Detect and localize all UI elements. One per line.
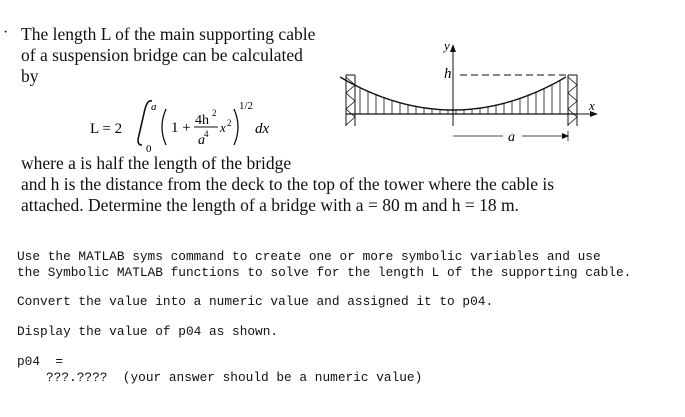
intro-text (21, 24, 315, 87)
formula-x-sup: 2 (227, 118, 232, 128)
right-paren (234, 109, 238, 145)
formula-dx: dx (255, 121, 270, 137)
formula-one-plus: 1 + (171, 120, 191, 136)
intro-line-2: of a suspension bridge can be calculated (21, 45, 303, 65)
y-axis-arrow (450, 44, 456, 52)
intro-line-3: by (21, 66, 39, 86)
formula-numerator-sup: 2 (212, 108, 217, 118)
instruction-line-2: the Symbolic MATLAB functions to solve for the length L of the supporting cable. (17, 265, 632, 280)
output-variable: p04 = (17, 354, 64, 369)
bridge-diagram (340, 38, 600, 150)
instruction-line-1: Use the MATLAB syms command to create one or more symbolic variables and use (17, 249, 601, 264)
output-value: ???.???? (your answer should be a numeric value) (46, 370, 423, 385)
integral-sign (138, 101, 152, 145)
formula-numerator: 4h (195, 113, 209, 128)
formula-denominator: a (198, 133, 205, 148)
suspender-cables (360, 80, 560, 114)
formula-x-term: x (220, 120, 226, 135)
formula-lhs: L = 2 (90, 121, 123, 137)
formula-upper-limit: a (151, 101, 157, 113)
h-label: h (444, 66, 452, 82)
formula-exponent: 1/2 (239, 100, 254, 112)
left-paren (162, 109, 166, 145)
right-tower (568, 75, 577, 126)
explanation-line-2: and h is the distance from the deck to the top of the tower where the cable is (21, 174, 555, 194)
bullet: · (3, 24, 9, 41)
x-axis-label: x (589, 98, 595, 113)
length-formula (80, 95, 280, 157)
formula-denominator-sup: 4 (204, 129, 209, 139)
explanation-line-3: attached. Determine the length of a bridge with a = 80 m and h = 18 m. (21, 195, 519, 215)
explanation-text (21, 153, 554, 216)
instruction-line-3: Convert the value into a numeric value and assigned it to p04. (17, 294, 494, 309)
a-dimension-label: a (508, 130, 515, 145)
intro-line-1: The length L of the main supporting cable (21, 24, 316, 44)
instruction-line-4: Display the value of p04 as shown. (17, 324, 279, 339)
explanation-line-1: where a is half the length of the bridge (21, 153, 292, 173)
formula-lower-limit: 0 (146, 143, 152, 155)
y-axis-label: y (444, 38, 450, 53)
